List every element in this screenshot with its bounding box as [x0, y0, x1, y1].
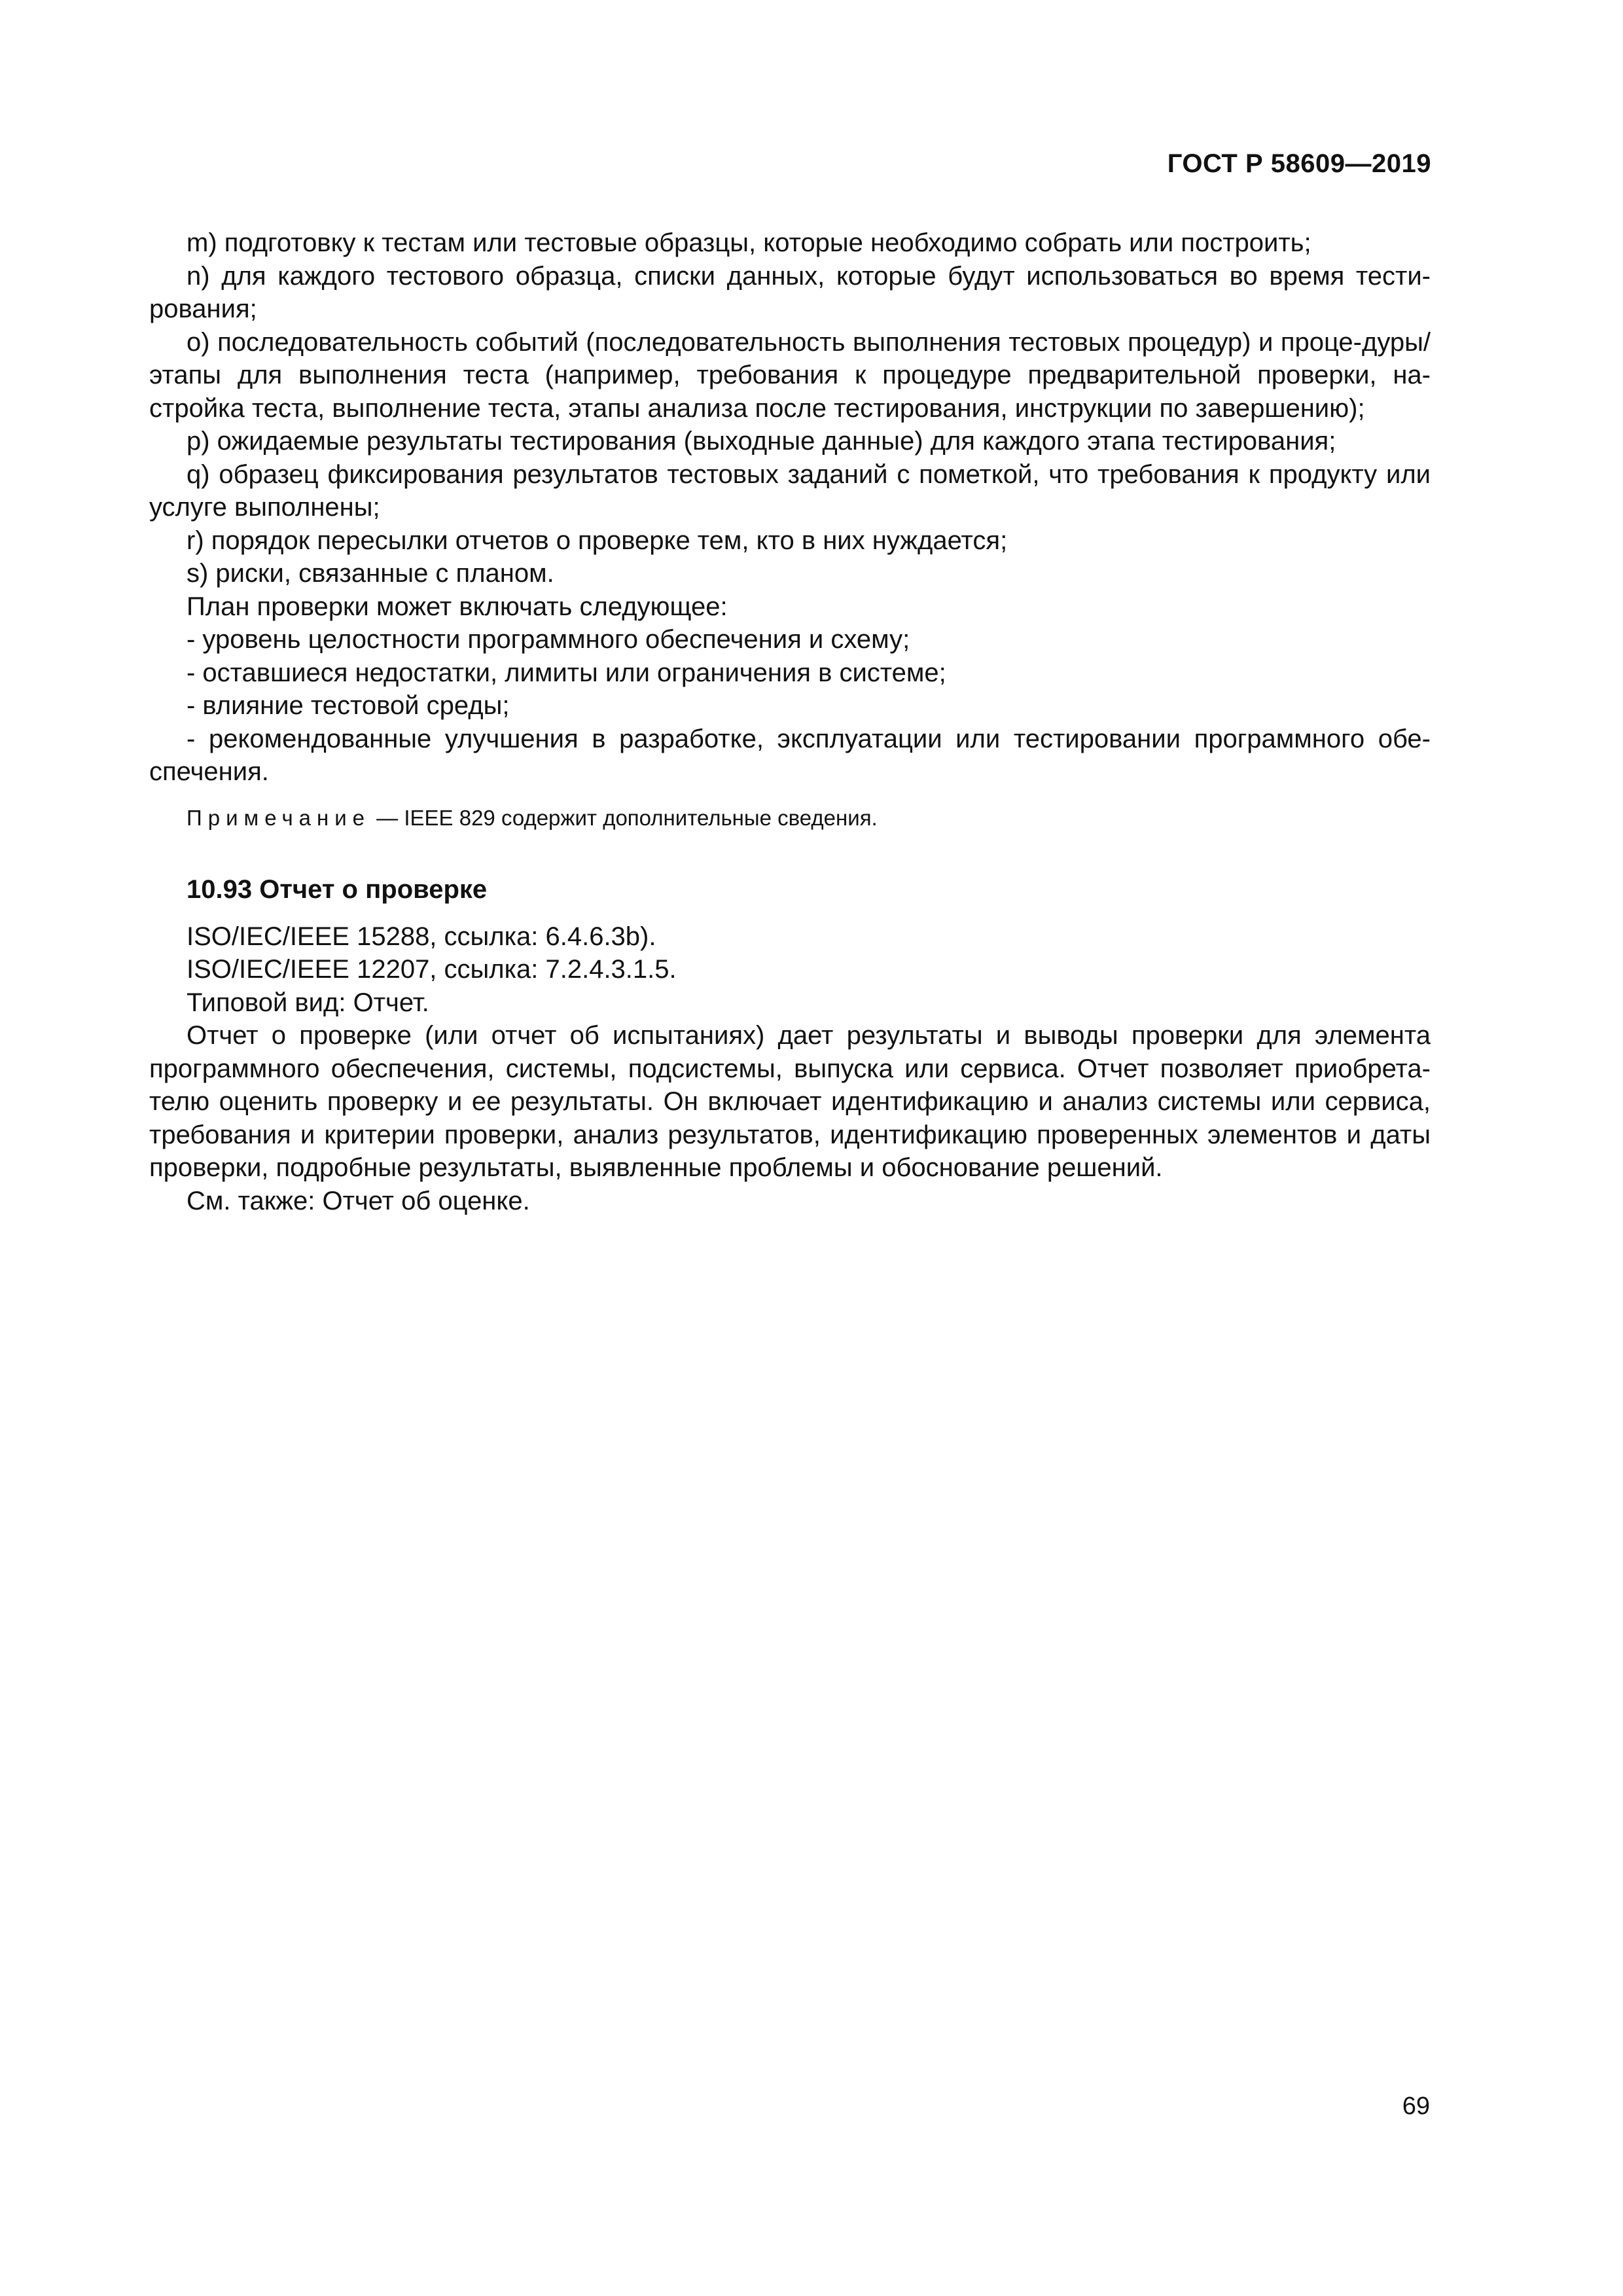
list-item-s: s) риски, связанные с планом. — [187, 559, 554, 588]
page-number: 69 — [1402, 2092, 1430, 2120]
standard-code-header: ГОСТ Р 58609—2019 — [1167, 149, 1431, 178]
note-label: Примечание — [187, 805, 371, 830]
list-item-p: p) ожидаемые результаты тестирования (выходные данные) для каждого этапа тестирования; — [187, 427, 1336, 456]
plan-item-improvements: - рекомендованные улучшения в разработке, эксплуатации или тестировании программного обе-спечения. — [149, 724, 1431, 786]
list-item-o: o) последовательность событий (последовательность выполнения тестовых процедур) и проце-дуры/этапы для выполнения теста (например, требования к процедуре предварительной проверки, на-стройка теста, выполнение теста, этапы анализа после тестирования, инструкции по завершению); — [149, 327, 1431, 423]
reference-15288: ISO/IEC/IEEE 15288, ссылка: 6.4.6.3b). — [187, 922, 656, 951]
list-item-n: n) для каждого тестового образца, списки данных, которые будут использоваться во время тести-рования; — [149, 261, 1431, 323]
typical-form: Типовой вид: Отчет. — [187, 988, 429, 1017]
section-body: Отчет о проверке (или отчет об испытаниях) дает результаты и выводы проверки для элемента программного обеспечения, системы, подсистемы, выпуска или сервиса. Отчет позволяет приобрета-телю оценить проверку и ее результаты. Он включает идентификацию и анализ системы или сервиса, требования и критерии проверки, анализ результатов, идентификацию проверенных элементов и даты проверки, подробные результаты, выявленные проблемы и обоснование решений. — [149, 1021, 1431, 1182]
plan-item-deficiencies: - оставшиеся недостатки, лимиты или ограничения в системе; — [187, 658, 946, 687]
plan-item-integrity: - уровень целостности программного обеспечения и схему; — [187, 625, 910, 654]
plan-intro: План проверки может включать следующее: — [187, 592, 728, 621]
note — [149, 803, 1431, 833]
see-also: См. также: Отчет об оценке. — [187, 1186, 530, 1215]
list-item-r: r) порядок пересылки отчетов о проверке тем, кто в них нуждается; — [187, 526, 1008, 555]
plan-item-environment: - влияние тестовой среды; — [187, 691, 510, 720]
page-content — [149, 226, 1431, 1217]
section-heading: 10.93 Отчет о проверке — [187, 874, 488, 904]
note-text: — IEEE 829 содержит дополнительные сведения. — [370, 805, 878, 830]
list-item-q: q) образец фиксирования результатов тестовых заданий с пометкой, что требования к продукту или услуге выполнены; — [149, 459, 1431, 522]
list-item-m: m) подготовку к тестам или тестовые образцы, которые необходимо собрать или построить; — [187, 228, 1311, 257]
reference-12207: ISO/IEC/IEEE 12207, ссылка: 7.2.4.3.1.5. — [187, 955, 677, 984]
